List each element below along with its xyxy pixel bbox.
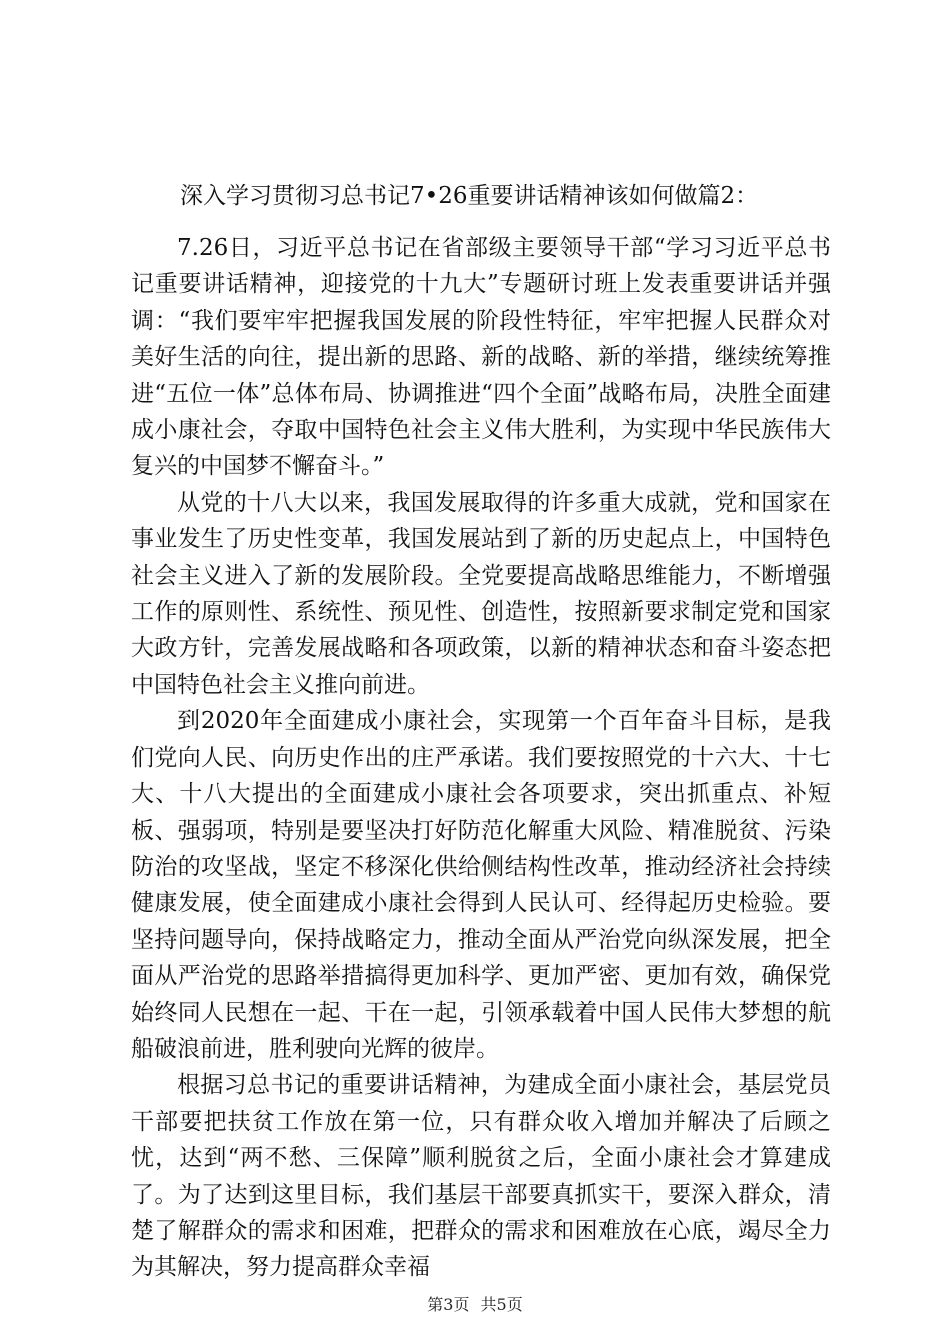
document-body: [131, 230, 831, 1286]
paragraph-3: 到2020年全面建成小康社会，实现第一个百年奋斗目标，是我们党向人民、向历史作出的庄严承诺。我们要按照党的十六大、十七大、十八大提出的全面建成小康社会各项要求，突出抓重点、补短板、强弱项，特别是要坚决打好防范化解重大风险、精准脱贫、污染防治的攻坚战，坚定不移深化供给侧结构性改革，推动经济社会持续健康发展，使全面建成小康社会得到人民认可、经得起历史检验。要坚持问题导向，保持战略定力，推动全面从严治党向纵深发展，把全面从严治党的思路举措搞得更加科学、更加严密、更加有效，确保党始终同人民想在一起、干在一起，引领承载着中国人民伟大梦想的航船破浪前进，胜利驶向光辉的彼岸。: [131, 708, 831, 1062]
page-total: 共5页: [480, 1295, 523, 1314]
page-number: 第3页: [427, 1295, 470, 1314]
paragraph-1: 7.26日，习近平总书记在省部级主要领导干部“学习习近平总书记重要讲话精神，迎接党的十九大”专题研讨班上发表重要讲话并强调：“我们要牢牢把握我国发展的阶段性特征，牢牢把握人民群众对美好生活的向往，提出新的思路、新的战略、新的举措，继续统筹推进“五位一体”总体布局、协调推进“四个全面”战略布局，决胜全面建成小康社会，夺取中国特色社会主义伟大胜利，为实现中华民族伟大复兴的中国梦不懈奋斗。”: [131, 235, 831, 480]
page-footer: [0, 1295, 950, 1315]
document-heading: 深入学习贯彻习总书记7•26重要讲话精神该如何做篇2：: [180, 183, 759, 209]
paragraph-2: 从党的十八大以来，我国发展取得的许多重大成就，党和国家在事业发生了历史性变革，我国发展站到了新的历史起点上，中国特色社会主义进入了新的发展阶段。全党要提高战略思维能力，不断增强工作的原则性、系统性、预见性、创造性，按照新要求制定党和国家大政方针，完善发展战略和各项政策，以新的精神状态和奋斗姿态把中国特色社会主义推向前进。: [131, 489, 831, 698]
paragraph-4: 根据习总书记的重要讲话精神，为建成全面小康社会，基层党员干部要把扶贫工作放在第一位，只有群众收入增加并解决了后顾之忧，达到“两不愁、三保障”顺利脱贫之后，全面小康社会才算建成了。为了达到这里目标，我们基层干部要真抓实干，要深入群众，清楚了解群众的需求和困难，把群众的需求和困难放在心底，竭尽全力为其解决，努力提高群众幸福: [131, 1072, 831, 1281]
